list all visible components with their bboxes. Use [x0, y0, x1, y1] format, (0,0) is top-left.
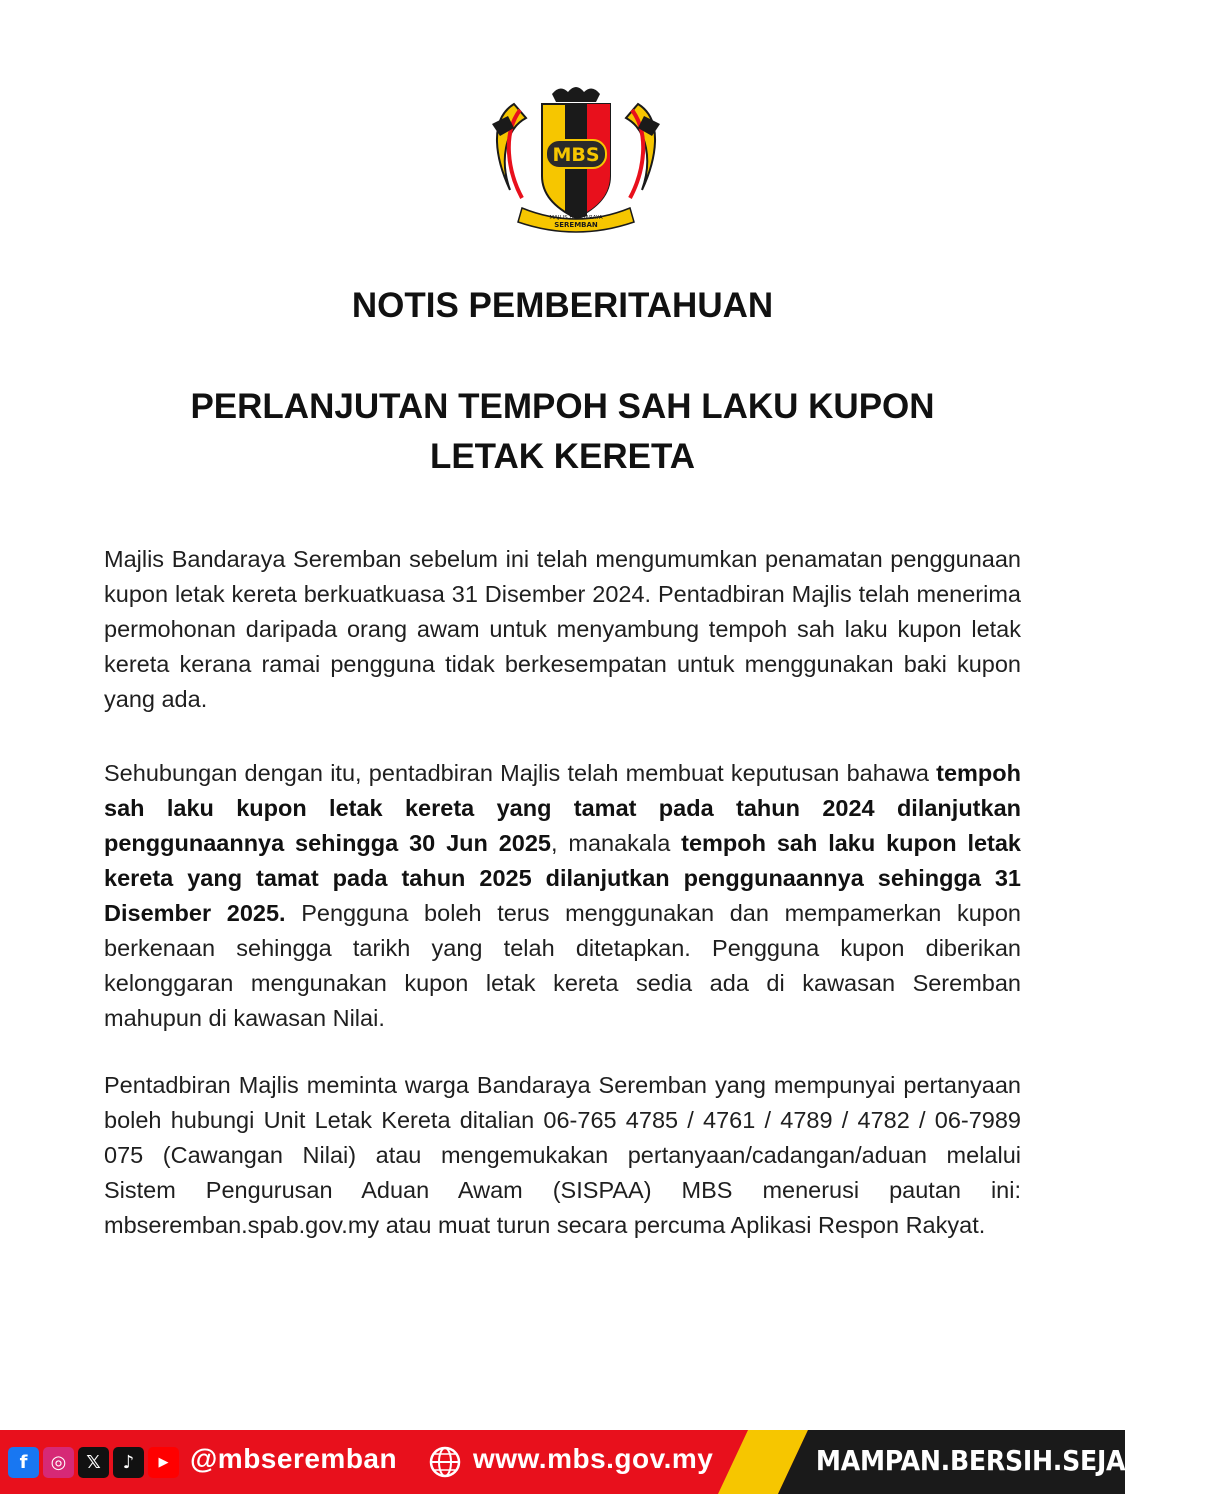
notice-heading: NOTIS PEMBERITAHUAN [351, 286, 774, 325]
youtube-icon[interactable]: ▶ [148, 1447, 179, 1478]
x-twitter-icon[interactable]: 𝕏 [78, 1447, 109, 1478]
website-link[interactable]: www.mbs.gov.my [473, 1443, 714, 1474]
paragraph-contact: Pentadbiran Majlis meminta warga Bandaraya Seremban yang mempunyai pertanyaan boleh hubungi Unit Letak Kereta ditalian 06-765 4785 / 4761 / 4789 / 4782 / 06-7989 075 (Cawangan Nilai) atau mengemukakan pertanyaan/cadangan/aduan melalui Sistem Pengurusan Aduan Awam (SISPAA) MBS menerusi pautan ini: mbseremban.spab.gov.my atau muat turun secara percuma Aplikasi Respon Rakyat. [104, 1072, 1021, 1238]
facebook-icon[interactable]: f [8, 1447, 39, 1478]
notice-subject [0, 382, 1125, 482]
instagram-icon[interactable]: ◎ [43, 1447, 74, 1478]
decision-extension-2025: tempoh sah laku kupon letak kereta yang tamat pada tahun 2025 dilanjutkan penggunaannya sehingga 31 Disember 2025. [104, 830, 1022, 926]
footer-banner [0, 1430, 1218, 1494]
paragraph-decision [104, 756, 1021, 1036]
decision-extension-2024: tempoh sah laku kupon letak kereta yang tamat pada tahun 2024 dilanjutkan penggunaannya sehingga 30 Jun 2025 [104, 760, 1021, 856]
social-icons [8, 1447, 179, 1478]
notice-subject-line2: LETAK KERETA [429, 437, 696, 476]
logo-ribbon-line1: MAJLIS BANDARAYA [549, 215, 603, 221]
notice-subject-line1: PERLANJUTAN TEMPOH SAH LAKU KUPON [190, 387, 935, 426]
decision-connector: , manakala [550, 830, 682, 856]
globe-icon [428, 1445, 462, 1479]
decision-details: Pengguna boleh terus menggunakan dan mempamerkan kupon berkenaan sehingga tarikh yang telah ditetapkan. Pengguna kupon diberikan kelonggaran mengunakan kupon letak kereta sedia ada di kawasan Seremban mahupun di kawasan Nilai. [104, 900, 1021, 1031]
logo-initials: MBS [552, 144, 600, 166]
mbs-crest-logo [478, 80, 674, 238]
decision-intro: Sehubungan dengan itu, pentadbiran Majlis telah membuat keputusan bahawa [104, 760, 937, 786]
tiktok-icon[interactable]: ♪ [113, 1447, 144, 1478]
paragraph-background: Majlis Bandaraya Seremban sebelum ini telah mengumumkan penamatan penggunaan kupon letak kereta berkuatkuasa 31 Disember 2024. Pentadbiran Majlis telah menerima permohonan daripada orang awam untuk menyambung tempoh sah laku kupon letak kereta kerana ramai pengguna tidak berkesempatan untuk menggunakan baki kupon yang ada. [104, 546, 1021, 712]
logo-ribbon-line2: SEREMBAN [554, 221, 598, 229]
slogan: MAMPAN.BERSIH.SEJAHTERA [815, 1444, 1218, 1477]
social-handle[interactable]: @mbseremban [190, 1443, 398, 1474]
